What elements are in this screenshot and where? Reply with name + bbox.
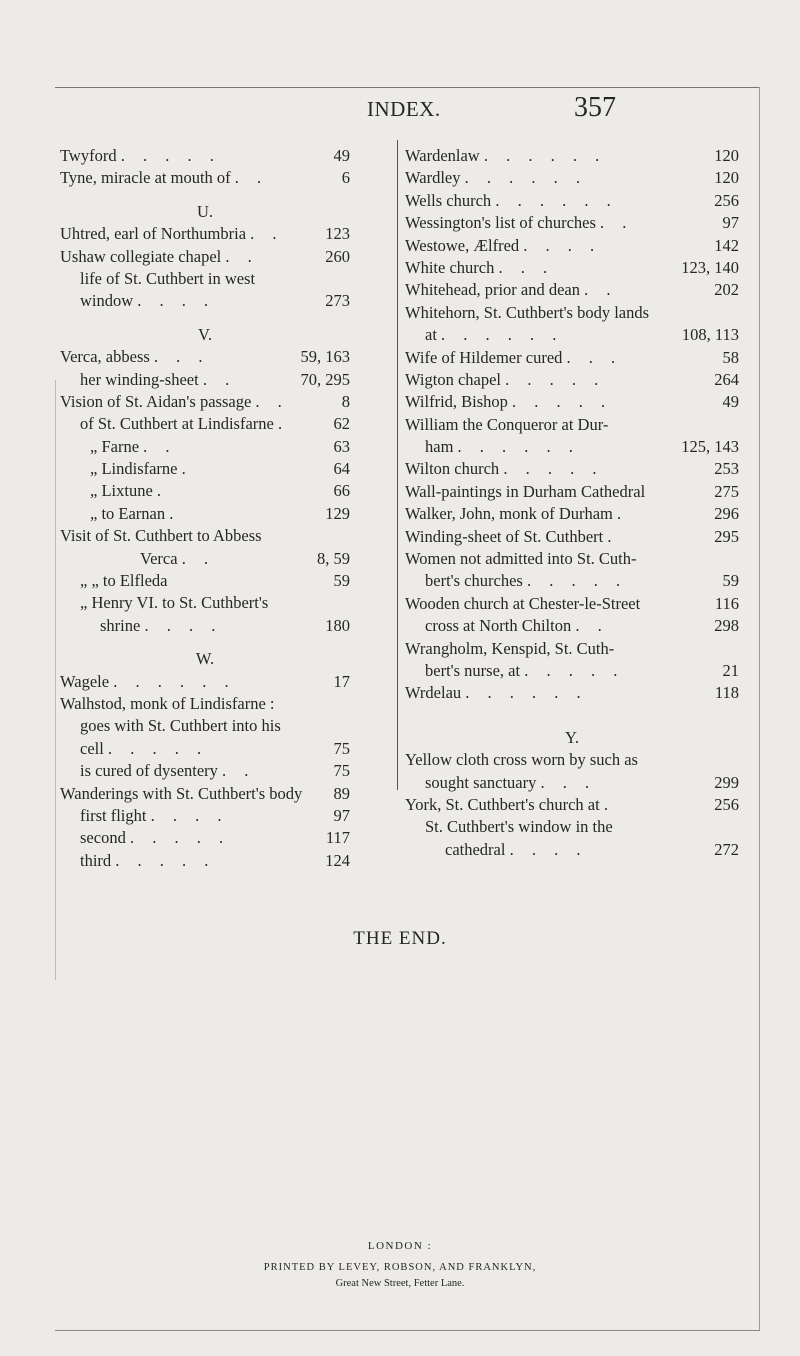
entry-text: cathedral (445, 839, 506, 859)
index-entry (405, 503, 739, 525)
page-reference: 273 (325, 291, 350, 311)
page-reference: 49 (333, 146, 350, 165)
leader-dots: . (603, 794, 615, 814)
index-entry (60, 738, 350, 760)
section-letter: W. (195, 649, 215, 669)
index-entry (405, 615, 739, 637)
page-reference: 125, 143 (681, 437, 739, 457)
page-reference: 97 (333, 805, 350, 825)
leader-dots: . . (225, 246, 259, 266)
index-entry (60, 369, 350, 391)
entry-text: „ Lixtune (90, 481, 153, 501)
leader-dots: . . . . . (107, 738, 209, 758)
entry-text: „ Lindisfarne (90, 459, 178, 479)
entry-text: Wilton church (405, 459, 500, 479)
page-reference: 116 (714, 593, 739, 613)
index-entry (405, 324, 739, 346)
entry-text: at (425, 325, 437, 345)
entry-text: her winding-sheet (80, 369, 199, 389)
index-entry (60, 346, 350, 368)
entry-text: Wagele (60, 671, 110, 691)
page-edge-left (55, 380, 56, 980)
leader-dots: . (156, 481, 169, 501)
entry-text: Wardenlaw (405, 146, 480, 165)
index-entry (60, 391, 350, 413)
entry-text: is cured of dysentery (80, 761, 218, 781)
leader-dots: . . . . . . (441, 325, 564, 345)
index-entry (405, 167, 739, 189)
index-entry (405, 235, 739, 257)
leader-dots: . . . . . (505, 369, 606, 389)
leader-dots: . . (255, 391, 289, 411)
page-reference: 256 (714, 190, 739, 210)
entry-text: „ Henry VI. to St. Cuthbert's (80, 593, 269, 613)
entry-text: Wrdelau (405, 683, 462, 703)
entry-text: Wrangholm, Kenspid, St. Cuth- (405, 638, 615, 658)
leader-dots: . . (250, 224, 284, 244)
entry-text: Whitehorn, St. Cuthbert's body lands (405, 302, 650, 322)
leader-dots: . . . . . (524, 660, 625, 680)
index-left-column (60, 145, 350, 872)
page-reference: 142 (714, 235, 739, 255)
page-number: 357 (574, 92, 616, 123)
index-entry (405, 145, 739, 167)
leader-dots: . . (234, 168, 269, 188)
index-entry (60, 615, 350, 637)
index-entry (60, 145, 350, 167)
page-edge-bottom (55, 1330, 760, 1331)
index-entry (405, 279, 739, 301)
entry-text: of St. Cuthbert at Lindisfarne (80, 414, 274, 434)
entry-text: White church (405, 257, 495, 277)
index-entry (405, 772, 739, 794)
index-entry (60, 458, 350, 480)
entry-text: Whitehead, prior and dean (405, 280, 581, 300)
entry-text: Twyford (60, 146, 117, 165)
entry-text: Wall-paintings in Durham Cathedral (405, 481, 646, 501)
index-entry (405, 638, 739, 660)
page-reference: 272 (714, 839, 739, 859)
leader-dots: . . (181, 548, 216, 568)
entry-text: Walhstod, monk of Lindisfarne : (60, 693, 275, 713)
entry-text: Tyne, miracle at mouth of (60, 168, 231, 188)
entry-text: Uhtred, earl of Northumbria (60, 224, 247, 244)
page-reference: 63 (333, 436, 350, 456)
leader-dots: . . (584, 280, 618, 300)
index-entry (405, 212, 739, 234)
entry-text: Yellow cloth cross worn by such as (405, 750, 638, 770)
page-reference: 120 (714, 168, 739, 188)
index-entry (60, 268, 350, 290)
page-edge-top (55, 87, 760, 88)
leader-dots: . (169, 503, 181, 523)
page-reference: 17 (333, 671, 350, 691)
leader-dots: . . . . (137, 291, 216, 311)
index-entry (405, 682, 739, 704)
leader-dots: . . . . . (512, 392, 613, 412)
leader-dots: . . . . . (503, 459, 604, 479)
entry-text: „ „ to Elfleda (80, 571, 168, 591)
page-reference: 296 (714, 504, 739, 524)
index-entry (405, 347, 739, 369)
leader-dots: . . . . (523, 235, 602, 255)
index-entry (405, 190, 739, 212)
entry-text: Women not admitted into St. Cuth- (405, 549, 637, 569)
index-entry (405, 526, 739, 548)
leader-dots: . (607, 526, 619, 546)
page-reference: 202 (714, 280, 739, 300)
leader-dots: . . . . . . (464, 168, 587, 188)
index-entry (405, 839, 739, 861)
leader-dots: . . (222, 761, 256, 781)
entry-text: window (80, 291, 134, 311)
entry-text: Walker, John, monk of Durham (405, 504, 613, 524)
section-letter: V. (198, 324, 212, 344)
entry-text: Wilfrid, Bishop (405, 392, 508, 412)
page-reference: 295 (714, 526, 739, 546)
leader-dots: . . . . . . (495, 190, 618, 210)
entry-text: Ushaw collegiate chapel (60, 246, 222, 266)
section-letter: U. (196, 201, 214, 221)
entry-text: Vision of St. Aidan's passage (60, 391, 252, 411)
page-reference: 120 (714, 146, 739, 165)
entry-text: Wessington's list of churches (405, 213, 596, 233)
entry-text: first flight (80, 805, 147, 825)
entry-text: Verca (140, 548, 178, 568)
leader-dots: . . . . (144, 615, 223, 635)
page-reference: 59 (722, 571, 739, 591)
leader-dots: . . . . . (120, 146, 221, 165)
page-reference: 299 (714, 772, 739, 792)
entry-text: Wells church (405, 190, 492, 210)
page-reference: 8 (341, 391, 350, 411)
page-reference: 123, 140 (681, 257, 739, 277)
entry-text: Wardley (405, 168, 461, 188)
leader-dots: . . . (153, 347, 210, 367)
page-reference: 275 (714, 481, 739, 501)
index-entry (60, 693, 350, 715)
leader-dots: . . (143, 436, 177, 456)
page-reference: 260 (325, 246, 350, 266)
leader-dots: . . . . . . (483, 146, 607, 165)
page-reference: 180 (325, 615, 350, 635)
index-entry (60, 827, 350, 849)
index-entry (60, 671, 350, 693)
index-entry (405, 481, 739, 503)
entry-text: Wooden church at Chester-le-Street (405, 593, 641, 613)
page-reference: 21 (722, 660, 739, 680)
page-edge-right (759, 87, 760, 1331)
section-letter: Y. (565, 727, 579, 747)
page-reference: 89 (333, 783, 350, 803)
leader-dots: . (181, 459, 193, 479)
entry-text: goes with St. Cuthbert into his (80, 716, 281, 736)
index-entry (60, 850, 350, 872)
leader-dots: . . . . (509, 839, 588, 859)
leader-dots: . . . . . (526, 571, 628, 591)
index-entry (405, 436, 739, 458)
page-reference: 124 (325, 850, 350, 870)
index-entry (405, 794, 739, 816)
page-reference: 108, 113 (681, 325, 739, 345)
entry-text: bert's churches (425, 571, 523, 591)
entry-text: William the Conqueror at Dur- (405, 414, 609, 434)
column-divider (397, 140, 398, 790)
leader-dots: . . . . (150, 805, 229, 825)
entry-text: life of St. Cuthbert in west (80, 268, 256, 288)
index-entry (405, 816, 739, 838)
section-gap (405, 705, 739, 716)
entry-text: Verca, abbess (60, 347, 150, 367)
leader-dots: . . (600, 213, 634, 233)
imprint-city: LONDON : (367, 1240, 433, 1252)
the-end-heading: THE END. (353, 928, 447, 949)
index-entry (60, 246, 350, 268)
index-entry (60, 548, 350, 570)
index-entry (60, 783, 350, 805)
index-entry (405, 302, 739, 324)
entry-text: Wife of Hildemer cured (405, 347, 563, 367)
page-reference: 59, 163 (300, 347, 350, 367)
entry-text: ham (425, 437, 454, 457)
leader-dots: . . (575, 616, 609, 636)
imprint-printer: PRINTED BY LEVEY, ROBSON, AND FRANKLYN, (263, 1262, 537, 1273)
index-entry (405, 548, 739, 570)
entry-text: St. Cuthbert's window in the (425, 817, 613, 837)
index-entry (60, 290, 350, 312)
index-entry (60, 223, 350, 245)
leader-dots: . (277, 414, 290, 434)
page-reference: 97 (722, 213, 739, 233)
page-reference: 264 (714, 369, 739, 389)
entry-text: shrine (100, 615, 141, 635)
index-entry (405, 749, 739, 771)
page-reference: 256 (714, 794, 739, 814)
index-entry (60, 413, 350, 435)
entry-text: Wanderings with St. Cuthbert's body (60, 783, 303, 803)
entry-text: Winding-sheet of St. Cuthbert (405, 526, 604, 546)
section-gap (405, 716, 739, 727)
index-entry (60, 760, 350, 782)
index-entry (60, 715, 350, 737)
section-gap (60, 637, 350, 648)
entry-text: second (80, 828, 126, 848)
page-reference: 59 (333, 571, 350, 591)
page-reference: 70, 295 (300, 369, 350, 389)
page-reference: 117 (325, 828, 350, 848)
index-entry (60, 805, 350, 827)
index-entry (405, 458, 739, 480)
leader-dots: . . (202, 369, 237, 389)
index-entry (405, 593, 739, 615)
page-reference: 75 (333, 761, 350, 781)
index-entry (405, 660, 739, 682)
entry-text: bert's nurse, at (425, 660, 521, 680)
entry-text: cell (80, 738, 104, 758)
index-entry (405, 257, 739, 279)
page-reference: 75 (333, 738, 350, 758)
leader-dots: . . . . . . (465, 683, 588, 703)
leader-dots: . . . . . (129, 828, 231, 848)
page-reference: 298 (714, 616, 739, 636)
index-entry (60, 503, 350, 525)
leader-dots: . . . (566, 347, 623, 367)
leader-dots: . (617, 504, 629, 524)
page-reference: 8, 59 (317, 548, 350, 568)
index-entry (60, 480, 350, 502)
page-reference: 49 (722, 392, 739, 412)
index-entry (60, 436, 350, 458)
leader-dots: . . . . . . (113, 671, 236, 691)
leader-dots: . . . (498, 257, 555, 277)
index-right-column (405, 145, 739, 861)
page-reference: 129 (325, 503, 350, 523)
index-entry (405, 414, 739, 436)
leader-dots: . . . . . . (457, 437, 580, 457)
entry-text: sought sanctuary (425, 772, 537, 792)
page-reference: 62 (333, 414, 350, 434)
page-reference: 66 (333, 481, 350, 501)
entry-text: Westowe, Ælfred (405, 235, 520, 255)
section-gap (60, 190, 350, 201)
page-reference: 58 (722, 347, 739, 367)
entry-text: third (80, 850, 112, 870)
section-gap (60, 313, 350, 324)
page-reference: 123 (325, 224, 350, 244)
page-reference: 118 (714, 683, 739, 703)
index-entry (60, 167, 350, 189)
index-entry (60, 525, 350, 547)
imprint-address: Great New Street, Fetter Lane. (335, 1278, 465, 1289)
index-entry (405, 369, 739, 391)
leader-dots: . . . . . (115, 850, 216, 870)
index-entry (405, 570, 739, 592)
leader-dots: . . . (540, 772, 597, 792)
entry-text: Visit of St. Cuthbert to Abbess (60, 526, 262, 546)
page-reference: 64 (333, 459, 350, 479)
page-reference: 253 (714, 459, 739, 479)
index-entry (60, 570, 350, 592)
entry-text: cross at North Chilton (425, 616, 572, 636)
page-title: INDEX. (367, 97, 441, 121)
page-reference: 6 (341, 168, 350, 188)
index-entry (405, 391, 739, 413)
entry-text: „ Farne (90, 436, 140, 456)
entry-text: „ to Earnan (90, 503, 166, 523)
entry-text: York, St. Cuthbert's church at (405, 794, 600, 814)
entry-text: Wigton chapel (405, 369, 502, 389)
index-entry (60, 592, 350, 614)
